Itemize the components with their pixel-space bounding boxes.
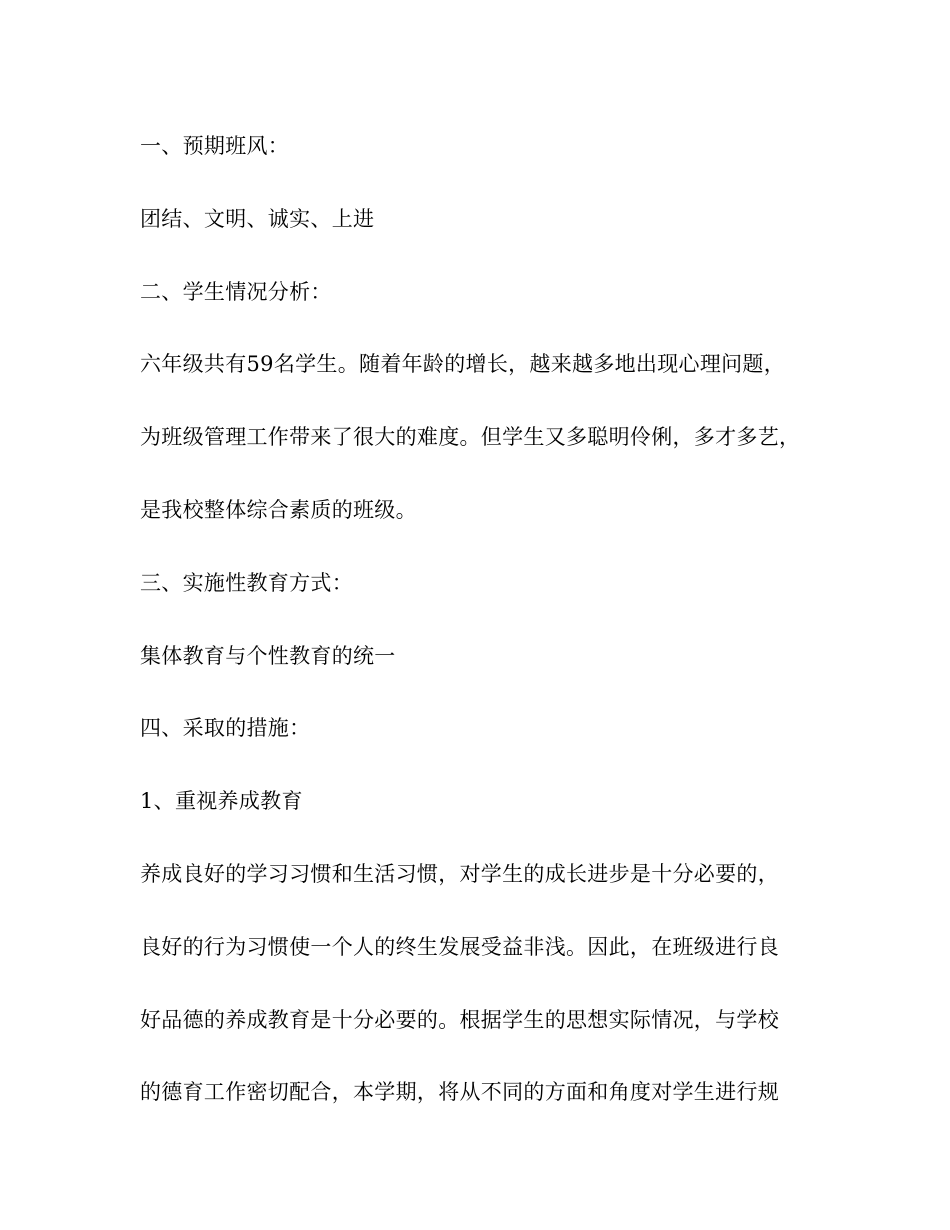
paragraph-line: 好品德的养成教育是十分必要的。根据学生的思想实际情况，与学校 [140, 1007, 779, 1032]
paragraph-line: 养成良好的学习习惯和生活习惯，对学生的成长进步是十分必要的， [140, 861, 779, 886]
section-heading-student-analysis: 二、学生情况分析： [140, 279, 332, 304]
paragraph-line: 团结、文明、诚实、上进 [140, 206, 375, 231]
section-heading-education-method: 三、实施性教育方式： [140, 570, 353, 595]
paragraph-line: 的德育工作密切配合，本学期，将从不同的方面和角度对学生进行规 [140, 1080, 779, 1105]
section-heading-class-style: 一、预期班风： [140, 134, 290, 158]
subsection-heading-habit-education: 1、重视养成教育 [140, 789, 303, 814]
paragraph-line: 六年级共有59名学生。随着年龄的增长，越来越多地出现心理问题， [140, 352, 786, 377]
section-heading-measures: 四、采取的措施： [140, 716, 311, 741]
paragraph-line: 为班级管理工作带来了很大的难度。但学生又多聪明伶俐，多才多艺， [140, 425, 801, 450]
paragraph-line: 是我校整体综合素质的班级。 [140, 497, 417, 522]
paragraph-line: 集体教育与个性教育的统一 [140, 643, 396, 668]
document-body [140, 124, 820, 1143]
paragraph-line: 良好的行为习惯使一个人的终生发展受益非浅。因此，在班级进行良 [140, 934, 779, 959]
